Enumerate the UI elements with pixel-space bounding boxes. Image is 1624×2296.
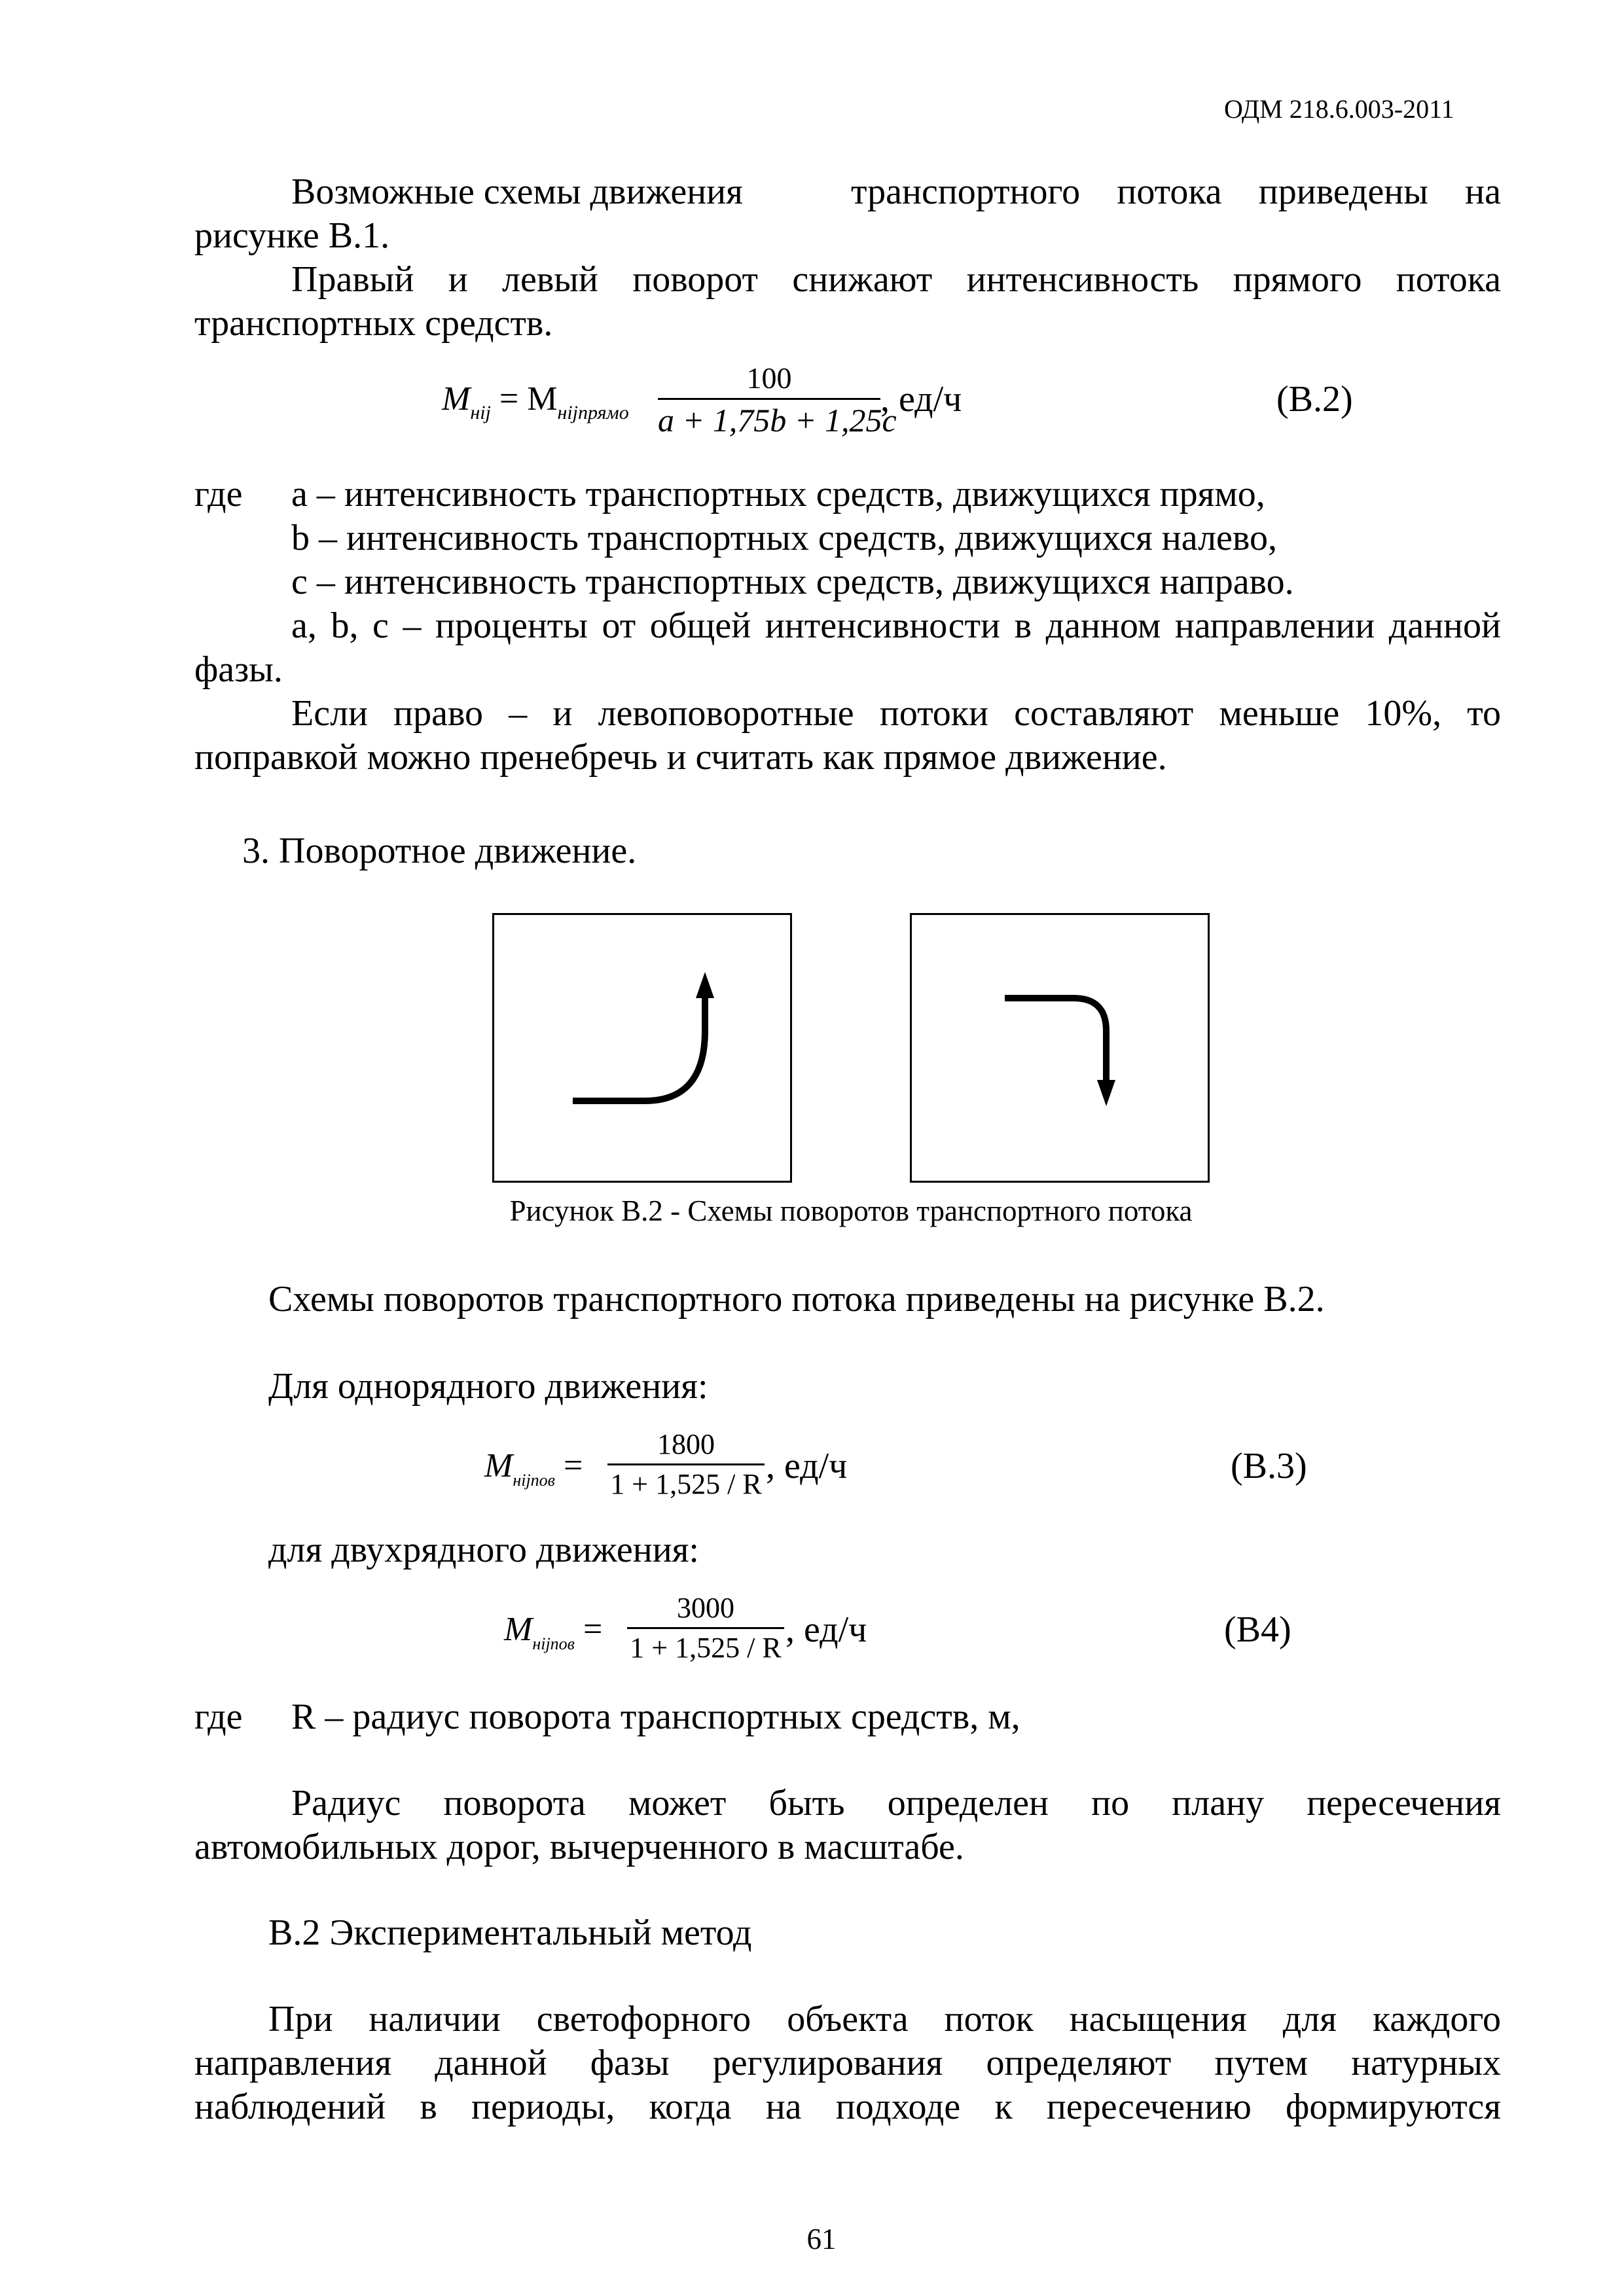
page-number: 61: [806, 2223, 837, 2255]
where-lead-2: где: [194, 1696, 243, 1737]
where-lead-1: где: [194, 474, 243, 514]
section-3-heading: 3. Поворотное движение.: [242, 831, 637, 871]
equation-b4-denominator: 1 + 1,525 / R: [630, 1632, 782, 1664]
equation-b3-fraction: [607, 1426, 765, 1503]
equation-b4-lhs: $M_{нijпов}$ =: [504, 1611, 603, 1653]
equation-b4-fraction: [627, 1589, 784, 1667]
page-header: ОДМ 218.6.003-2011: [1224, 94, 1454, 124]
paragraph-1-line-1b: транспортного потока приведены на: [851, 171, 1501, 212]
paragraph-3-line-2: поправкой можно пренебречь и считать как прямое движение.: [194, 737, 1167, 778]
equation-b4-unit: , ед/ч: [785, 1609, 867, 1650]
equation-b4-numerator: 3000: [677, 1592, 734, 1624]
paragraph-8-line-2: направления данной фазы регулирования определяют путем натурных: [194, 2043, 1501, 2083]
equation-b2-lhs: $M_{нij} = M_{нijпрямо}$: [442, 380, 629, 423]
paragraph-4: Схемы поворотов транспортного потока приведены на рисунке В.2.: [268, 1279, 1325, 1319]
paragraph-8-line-1: При наличии светофорного объекта поток насыщения для каждого: [268, 1999, 1501, 2039]
paragraph-3-line-1: Если право – и левоповоротные потоки составляют меньше 10%, то: [291, 693, 1501, 734]
where-item-a: а – интенсивность транспортных средств, движущихся прямо,: [291, 474, 1265, 514]
equation-b2-denominator: a + 1,75b + 1,25c: [658, 402, 897, 439]
equation-b3-unit: , ед/ч: [766, 1446, 848, 1486]
equation-b3-denominator: 1 + 1,525 / R: [610, 1468, 762, 1500]
equation-b3-number: (В.3): [1231, 1446, 1307, 1486]
paragraph-6: для двухрядного движения:: [268, 1530, 699, 1570]
paragraph-7-line-2: автомобильных дорог, вычерченного в масштабе.: [194, 1827, 964, 1867]
figure-caption: Рисунок В.2 - Схемы поворотов транспортного потока: [509, 1194, 1193, 1227]
equation-b3-lhs: $M_{нijпов}$ =: [484, 1447, 583, 1490]
left-turn-arrow-icon: [573, 972, 714, 1101]
paragraph-2-line-1: Правый и левый поворот снижают интенсивность прямого потока: [291, 259, 1501, 300]
paragraph-1-line-2: рисунке В.1.: [194, 215, 390, 256]
right-turn-arrow-icon: [1005, 998, 1115, 1106]
paragraph-2-line-2: транспортных средств.: [194, 303, 553, 344]
equation-b2-number: (В.2): [1276, 379, 1353, 420]
paragraph-5: Для однорядного движения:: [268, 1366, 708, 1407]
paragraph-1-line-1a: Возможные схемы движения: [291, 171, 743, 212]
abc-line-1: a, b, c – проценты от общей интенсивности в данном направлении данной: [291, 605, 1501, 646]
equation-b3-numerator: 1800: [657, 1428, 715, 1460]
section-b2-heading: В.2 Экспериментальный метод: [268, 1912, 752, 1953]
where-item-b: b – интенсивность транспортных средств, движущихся налево,: [291, 518, 1277, 558]
where-item-c: с – интенсивность транспортных средств, движущихся направо.: [291, 562, 1294, 602]
paragraph-8-line-3: наблюдений в периоды, когда на подходе к пересечению формируются: [194, 2087, 1501, 2127]
where-item-r: R – радиус поворота транспортных средств, м,: [291, 1696, 1020, 1737]
equation-b2-unit: , ед/ч: [880, 379, 962, 420]
abc-line-2: фазы.: [194, 649, 283, 690]
equation-b4-number: (В4): [1224, 1609, 1291, 1650]
equation-b2-numerator: 100: [746, 361, 792, 395]
paragraph-7-line-1: Радиус поворота может быть определен по плану пересечения: [291, 1783, 1501, 1823]
